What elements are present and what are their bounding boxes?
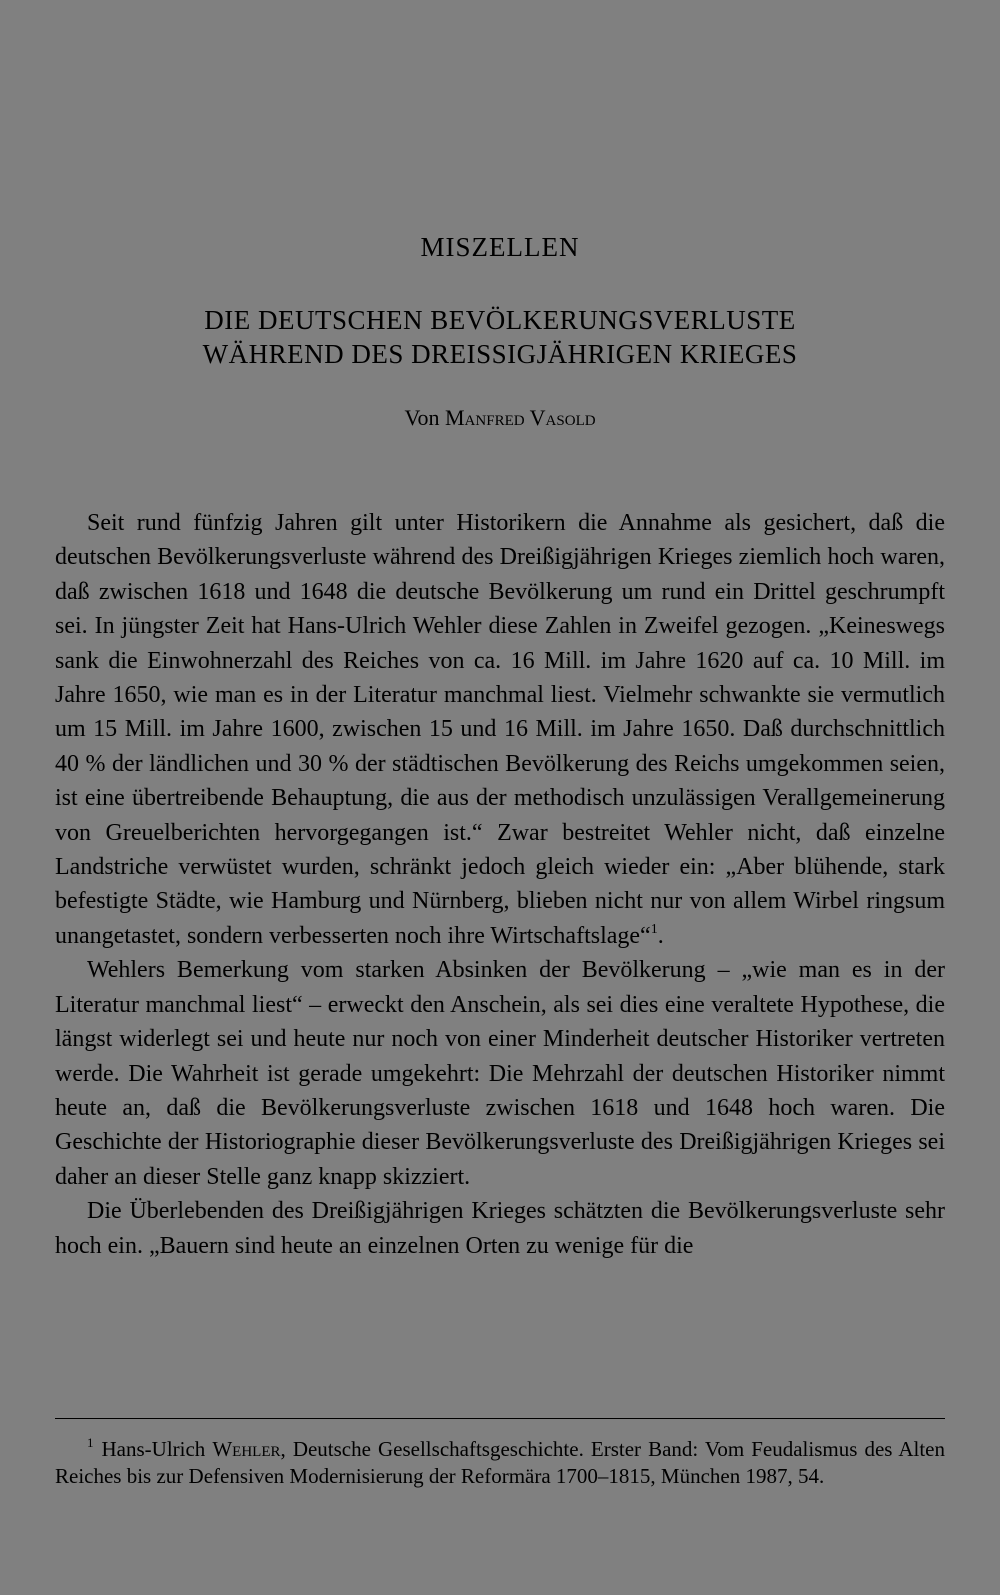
byline <box>0 405 1000 431</box>
paragraph-1-end: . <box>657 922 664 949</box>
section-heading: MISZELLEN <box>420 232 580 262</box>
byline-prefix: Von <box>404 405 445 430</box>
article-body <box>55 506 945 1263</box>
footnote-1 <box>55 1436 945 1490</box>
footnote-separator <box>55 1418 945 1419</box>
footnote-marker: 1 <box>87 1435 94 1450</box>
footnote-text: , Deutsche Gesellschaftsgeschichte. Erster Band: Vom Feudalismus des Alten Reiches bis zur Defensiven Modernisierung der Reformära 1700–1815, München 1987, 54. <box>55 1437 945 1488</box>
paragraph-3: Die Überlebenden des Dreißigjährigen Krieges schätzten die Bevölkerungsverluste sehr hoch ein. „Bauern sind heute an einzelnen Orten zu wenige für die <box>55 1198 945 1259</box>
footnote-reference: 1 <box>650 921 658 937</box>
footnote-author-last: Wehler <box>212 1437 281 1461</box>
paragraph-2: Wehlers Bemerkung vom starken Absinken der Bevölkerung – „wie man es in der Literatur manchmal liest“ – erweckt den Anschein, als sei dies eine veraltete Hypothese, die längst widerlegt sei und heute nur noch von einer Minderheit deutscher Historiker vertreten werde. Die Wahrheit ist gerade umgekehrt: Die Mehrzahl der deutschen Historiker nimmt heute an, daß die Bevölkerungsverluste zwischen 1618 und 1648 hoch waren. Die Geschichte der Historiographie dieser Bevölkerungsverluste des Dreißigjährigen Krieges sei daher an dieser Stelle ganz knapp skizziert. <box>55 957 945 1190</box>
paragraph-1-text: Seit rund fünfzig Jahren gilt unter Historikern die Annahme als gesichert, daß die deutschen Bevölkerungsverluste während des Dreißigjährigen Krieges ziemlich hoch waren, daß zwischen 1618 und 1648 die deutsche Bevölkerung um rund ein Drittel geschrumpft sei. In jüngster Zeit hat Hans-Ulrich Wehler diese Zahlen in Zweifel gezogen. „Keineswegs sank die Einwohnerzahl des Reiches von ca. 16 Mill. im Jahre 1620 auf ca. 10 Mill. im Jahre 1650, wie man es in der Literatur manchmal liest. Vielmehr schwankte sie vermutlich um 15 Mill. im Jahre 1600, zwischen 15 und 16 Mill. im Jahre 1650. Daß durchschnittlich 40 % der ländlichen und 30 % der städtischen Bevölkerung des Reichs umgekommen seien, ist eine übertreibende Behauptung, die aus der methodisch unzulässigen Verallgemeinerung von Greuelberichten hervorgegangen ist.“ Zwar bestreitet Wehler nicht, daß einzelne Landstriche verwüstet wurden, schränkt jedoch gleich wieder ein: „Aber blühende, stark befestigte Städte, wie Hamburg und Nürnberg, blieben nicht nur von allem Wirbel ringsum unangetastet, sondern verbesserten noch ihre Wirtschaftslage“ <box>55 510 945 949</box>
paragraph-1 <box>55 506 945 953</box>
author-name: Manfred Vasold <box>445 405 596 430</box>
article-title <box>0 303 1000 371</box>
article-title-line-2: WÄHREND DES DREISSIGJÄHRIGEN KRIEGES <box>202 339 798 369</box>
article-title-line-1: DIE DEUTSCHEN BEVÖLKERUNGSVERLUSTE <box>204 305 796 335</box>
footnote-author-first: Hans-Ulrich <box>101 1437 213 1461</box>
